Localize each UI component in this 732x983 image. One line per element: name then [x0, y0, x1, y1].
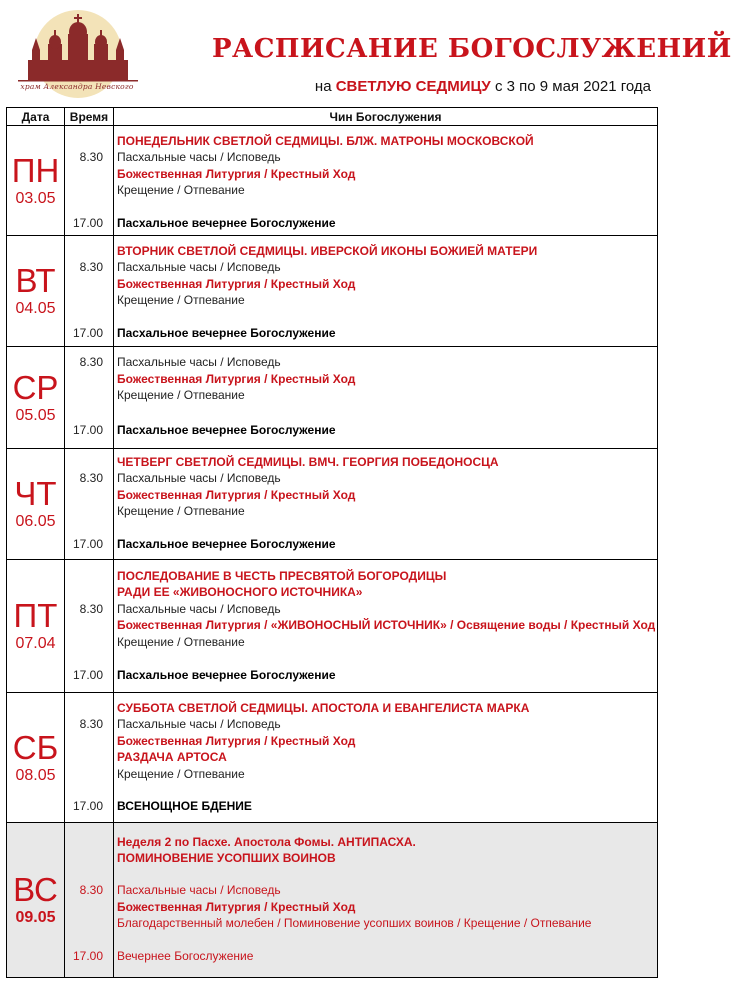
- time-morning: 8.30: [79, 602, 103, 616]
- table-row: [7, 693, 658, 823]
- subtitle-highlight: СВЕТЛУЮ СЕДМИЦУ: [335, 78, 491, 95]
- rite-line: ЧЕТВЕРГ СВЕТЛОЙ СЕДМИЦЫ. ВМЧ. ГЕОРГИЯ ПОБЕДОНОСЦА: [117, 455, 499, 469]
- time-evening: 17.00: [72, 326, 103, 340]
- day-cell: [7, 347, 65, 449]
- day-name: ВС: [13, 871, 58, 908]
- rite-line: Крещение / Отпевание: [117, 183, 245, 197]
- day-cell: [7, 126, 65, 236]
- rite-line: Пасхальное вечернее Богослужение: [117, 216, 336, 230]
- time-cell: [65, 449, 114, 560]
- page-title: РАСПИСАНИЕ БОГОСЛУЖЕНИЙ: [212, 34, 732, 64]
- time-cell: [65, 126, 114, 236]
- time-evening: 17.00: [72, 668, 103, 682]
- time-cell: [65, 693, 114, 823]
- subtitle-prefix: на: [314, 78, 332, 95]
- rite-cell: [114, 126, 658, 236]
- col-date-header: Дата: [7, 108, 65, 126]
- time-morning: 8.30: [79, 471, 103, 485]
- time-morning: 8.30: [79, 260, 103, 274]
- table-row: [7, 347, 658, 449]
- time-cell: [65, 236, 114, 347]
- day-name: СБ: [12, 728, 59, 766]
- time-evening: 17.00: [72, 949, 103, 963]
- day-date: 05.05: [15, 406, 56, 424]
- time-evening: 17.00: [72, 423, 103, 437]
- table-row: [7, 823, 658, 978]
- rite-line: РАЗДАЧА АРТОСА: [117, 750, 227, 764]
- rite-line: Пасхальное вечернее Богослужение: [117, 668, 336, 682]
- col-rite-header: Чин Богослужения: [114, 108, 658, 126]
- rite-line: Божественная Литургия / Крестный Ход: [117, 900, 356, 914]
- rite-line: Пасхальные часы / Исповедь: [117, 260, 281, 274]
- logo-caption: храм Александра Невского: [20, 82, 134, 91]
- rite-line: Пасхальное вечернее Богослужение: [117, 423, 336, 437]
- rite-line: Крещение / Отпевание: [117, 504, 245, 518]
- time-evening: 17.00: [72, 216, 103, 230]
- rite-cell: [114, 823, 658, 978]
- day-date: 04.05: [15, 300, 56, 317]
- rite-cell: [114, 236, 658, 347]
- day-cell: [7, 236, 65, 347]
- day-date: 03.05: [15, 189, 56, 207]
- rite-line: Пасхальные часы / Исповедь: [117, 883, 281, 897]
- day-cell: [7, 823, 65, 978]
- day-cell: [7, 560, 65, 693]
- time-evening: 17.00: [72, 799, 103, 813]
- day-date: 08.05: [15, 766, 56, 784]
- rite-line: Неделя 2 по Пасхе. Апостола Фомы. АНТИПАСХА.: [117, 835, 416, 849]
- rite-cell: [114, 347, 658, 449]
- rite-line: Пасхальные часы / Исповедь: [117, 717, 281, 731]
- rite-line: РАДИ ЕЕ «ЖИВОНОСНОГО ИСТОЧНИКА»: [117, 585, 363, 599]
- rite-line: ПОНЕДЕЛЬНИК СВЕТЛОЙ СЕДМИЦЫ. БЛЖ. МАТРОНЫ МОСКОВСКОЙ: [117, 134, 534, 148]
- time-morning: 8.30: [79, 717, 103, 731]
- day-name: ПН: [11, 151, 60, 189]
- rite-cell: [114, 560, 658, 693]
- rite-line: Пасхальные часы / Исповедь: [117, 471, 281, 485]
- rite-line: Крещение / Отпевание: [117, 388, 245, 402]
- rite-cell: [114, 449, 658, 560]
- rite-line: Пасхальное вечернее Богослужение: [117, 326, 336, 340]
- time-cell: [65, 823, 114, 978]
- rite-line: Божественная Литургия / Крестный Ход: [117, 734, 356, 748]
- rite-line: Крещение / Отпевание: [117, 767, 245, 781]
- day-date: 07.04: [15, 635, 56, 652]
- table-row: [7, 449, 658, 560]
- table-header: [7, 108, 658, 126]
- day-name: ПТ: [13, 597, 58, 634]
- rite-line: Пасхальные часы / Исповедь: [117, 602, 281, 616]
- rite-line: Божественная Литургия / Крестный Ход: [117, 167, 356, 181]
- day-cell: [7, 693, 65, 823]
- rite-line: Пасхальные часы / Исповедь: [117, 150, 281, 164]
- day-cell: [7, 449, 65, 560]
- rite-line: СУББОТА СВЕТЛОЙ СЕДМИЦЫ. АПОСТОЛА И ЕВАНГЕЛИСТА МАРКА: [117, 701, 530, 715]
- subtitle-suffix: с 3 по 9 мая 2021 года: [494, 78, 651, 95]
- time-morning: 8.30: [79, 883, 103, 897]
- time-cell: [65, 560, 114, 693]
- rite-line: ПОСЛЕДОВАНИЕ В ЧЕСТЬ ПРЕСВЯТОЙ БОГОРОДИЦЫ: [117, 569, 447, 583]
- rite-line: Божественная Литургия / «ЖИВОНОСНЫЙ ИСТОЧНИК» / Освящение воды / Крестный Ход: [117, 618, 656, 632]
- day-name: СР: [12, 368, 59, 406]
- rite-line: Божественная Литургия / Крестный Ход: [117, 277, 356, 291]
- day-date: 06.05: [15, 513, 56, 530]
- rite-cell: [114, 693, 658, 823]
- rite-line: Благодарственный молебен / Поминовение усопших воинов / Крещение / Отпевание: [117, 916, 592, 930]
- rite-line: ВСЕНОЩНОЕ БДЕНИЕ: [117, 799, 252, 813]
- time-morning: 8.30: [79, 355, 103, 369]
- rite-line: ВТОРНИК СВЕТЛОЙ СЕДМИЦЫ. ИВЕРСКОЙ ИКОНЫ БОЖИЕЙ МАТЕРИ: [117, 244, 538, 258]
- table-row: [7, 236, 658, 347]
- day-name: ЧТ: [14, 475, 57, 512]
- col-time-header: Время: [65, 108, 114, 126]
- day-name: ВТ: [15, 262, 56, 299]
- rite-line: Вечернее Богослужение: [117, 949, 254, 963]
- time-evening: 17.00: [72, 537, 103, 551]
- rite-line: ПОМИНОВЕНИЕ УСОПШИХ ВОИНОВ: [117, 851, 336, 865]
- schedule-table: [6, 107, 658, 978]
- rite-line: Крещение / Отпевание: [117, 635, 245, 649]
- rite-line: Пасхальное вечернее Богослужение: [117, 537, 336, 551]
- time-cell: [65, 347, 114, 449]
- time-morning: 8.30: [79, 150, 103, 164]
- rite-line: Божественная Литургия / Крестный Ход: [117, 488, 356, 502]
- rite-line: Божественная Литургия / Крестный Ход: [117, 372, 356, 386]
- table-row: [7, 560, 658, 693]
- page-subtitle: [315, 78, 651, 95]
- rite-line: Крещение / Отпевание: [117, 293, 245, 307]
- table-row: [7, 126, 658, 236]
- day-date: 09.05: [15, 909, 56, 926]
- rite-line: Пасхальные часы / Исповедь: [117, 355, 281, 369]
